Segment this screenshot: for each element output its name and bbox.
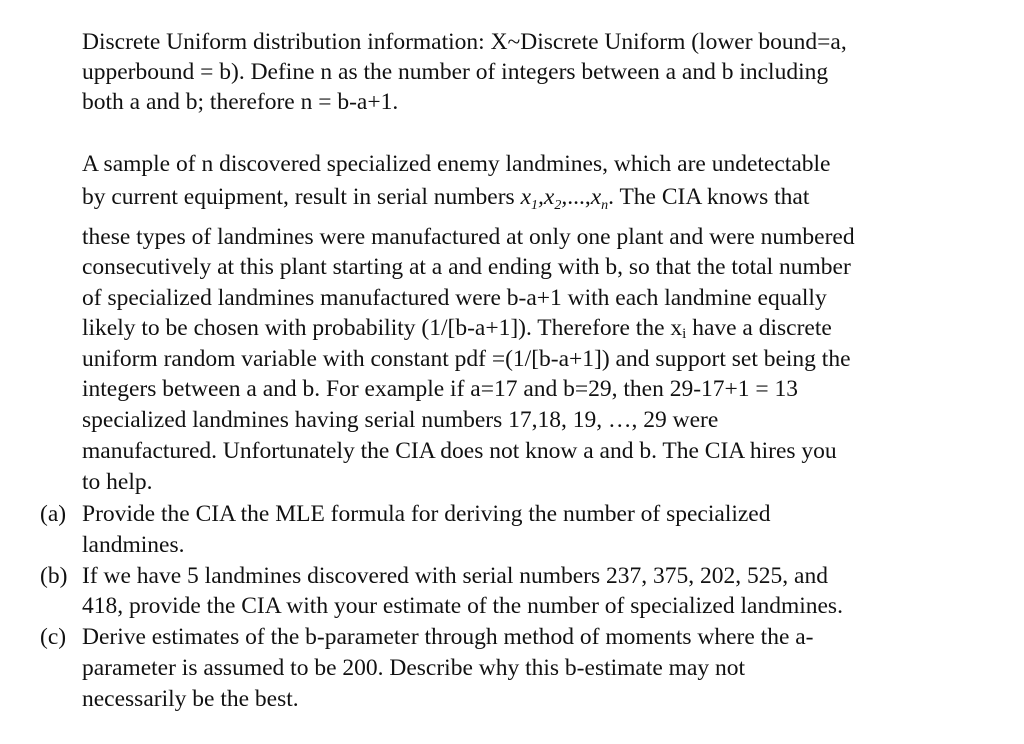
text-line [82, 182, 809, 212]
text-line: landmines. [82, 532, 185, 558]
text-line: of specialized landmines manufactured were b-a+1 with each landmine equally [82, 285, 827, 311]
text-line: If we have 5 landmines discovered with serial numbers 237, 375, 202, 525, and [82, 563, 828, 589]
text-line: Derive estimates of the b-parameter through method of moments where the a- [82, 624, 814, 650]
text-line: to help. [82, 469, 153, 495]
text-line: parameter is assumed to be 200. Describe why this b-estimate may not [82, 655, 746, 681]
text-line: uniform random variable with constant pdf =(1/[b-a+1]) and support set being the [82, 346, 851, 372]
text-line: consecutively at this plant starting at a and ending with b, so that the total number [82, 254, 851, 280]
text: by current equipment, result in serial numbers [82, 184, 521, 210]
text: . The CIA knows that [608, 184, 810, 210]
text-line: necessarily be the best. [82, 686, 299, 712]
text-line: specialized landmines having serial numbers 17,18, 19, …, 29 were [82, 407, 719, 433]
text-line: these types of landmines were manufactured at only one plant and were numbered [82, 224, 855, 250]
text-line: Discrete Uniform distribution information: X~Discrete Uniform (lower bound=a, [82, 29, 847, 55]
text-line: integers between a and b. For example if a=17 and b=29, then 29-17+1 = 13 [82, 376, 799, 402]
text-line: 418, provide the CIA with your estimate of the number of specialized landmines. [82, 593, 843, 619]
sample-notation: $x_1,x_2,...,x_n$ [520, 184, 609, 213]
text-line: upperbound = b). Define n as the number of integers between a and b including [82, 59, 829, 85]
question-label: (a) [40, 501, 67, 527]
question-label: (b) [40, 563, 68, 589]
text-line: likely to be chosen with probability (1/[b-a+1]). Therefore the $x_i$ have a discrete [82, 315, 832, 342]
text-line: both a and b; therefore n = b-a+1. [82, 89, 399, 115]
text-line: A sample of n discovered specialized enemy landmines, which are undetectable [82, 151, 831, 177]
question-label: (c) [40, 624, 67, 650]
text-line: manufactured. Unfortunately the CIA does not know a and b. The CIA hires you [82, 438, 837, 464]
text-line: Provide the CIA the MLE formula for deriving the number of specialized [82, 501, 771, 527]
